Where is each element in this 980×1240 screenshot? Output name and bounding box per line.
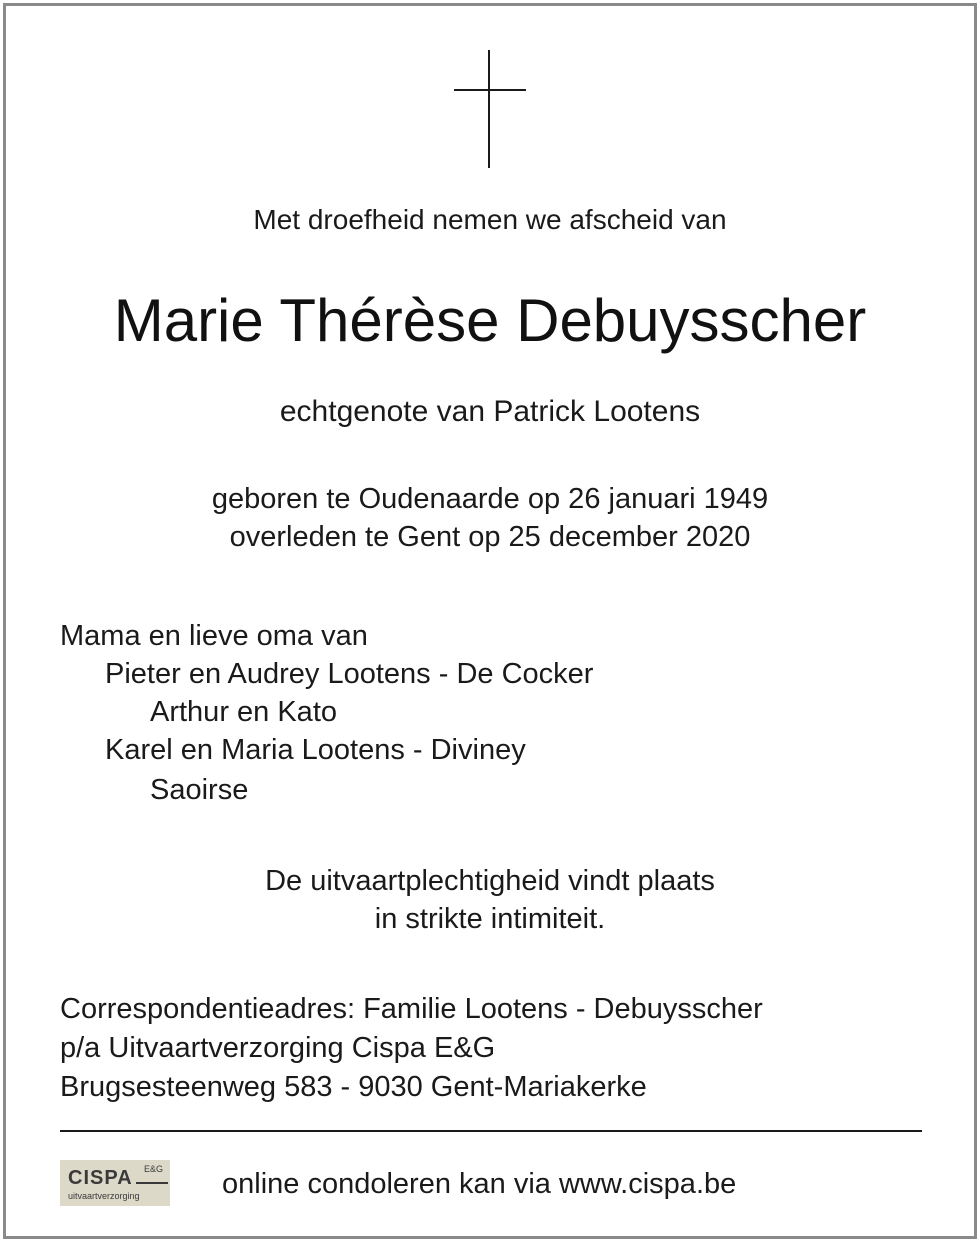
logo-rule (136, 1182, 168, 1184)
spouse-line: echtgenote van Patrick Lootens (279, 395, 701, 428)
birth-line: geboren te Oudenaarde op 26 januari 1949 (211, 483, 769, 515)
divider (60, 1130, 922, 1132)
family-line: Arthur en Kato (150, 696, 337, 728)
family-line: Karel en Maria Lootens - Diviney (105, 734, 526, 766)
family-line: Pieter en Audrey Lootens - De Cocker (105, 658, 594, 690)
deceased-name: Marie Thérèse Debuysscher (113, 287, 867, 354)
correspondence-line: Brugsesteenweg 583 - 9030 Gent-Mariakerke (60, 1071, 647, 1103)
correspondence-line: Correspondentieadres: Familie Lootens - Debuysscher (60, 993, 763, 1025)
logo-suffix: E&G (144, 1164, 164, 1174)
ceremony-line: De uitvaartplechtigheid vindt plaats (265, 865, 715, 897)
cispa-logo (60, 1160, 170, 1206)
ceremony-line: in strikte intimiteit. (374, 903, 606, 935)
condolence-link-text: online condoleren kan via www.cispa.be (222, 1168, 737, 1200)
cross-icon (452, 50, 528, 170)
logo-brand: CISPA (68, 1167, 133, 1189)
logo-tagline: uitvaartverzorging (68, 1191, 140, 1201)
correspondence-line: p/a Uitvaartverzorging Cispa E&G (60, 1032, 496, 1064)
family-line: Saoirse (150, 774, 249, 806)
family-heading: Mama en lieve oma van (60, 620, 368, 652)
death-line: overleden te Gent op 25 december 2020 (229, 521, 751, 553)
intro-text: Met droefheid nemen we afscheid van (253, 204, 727, 235)
